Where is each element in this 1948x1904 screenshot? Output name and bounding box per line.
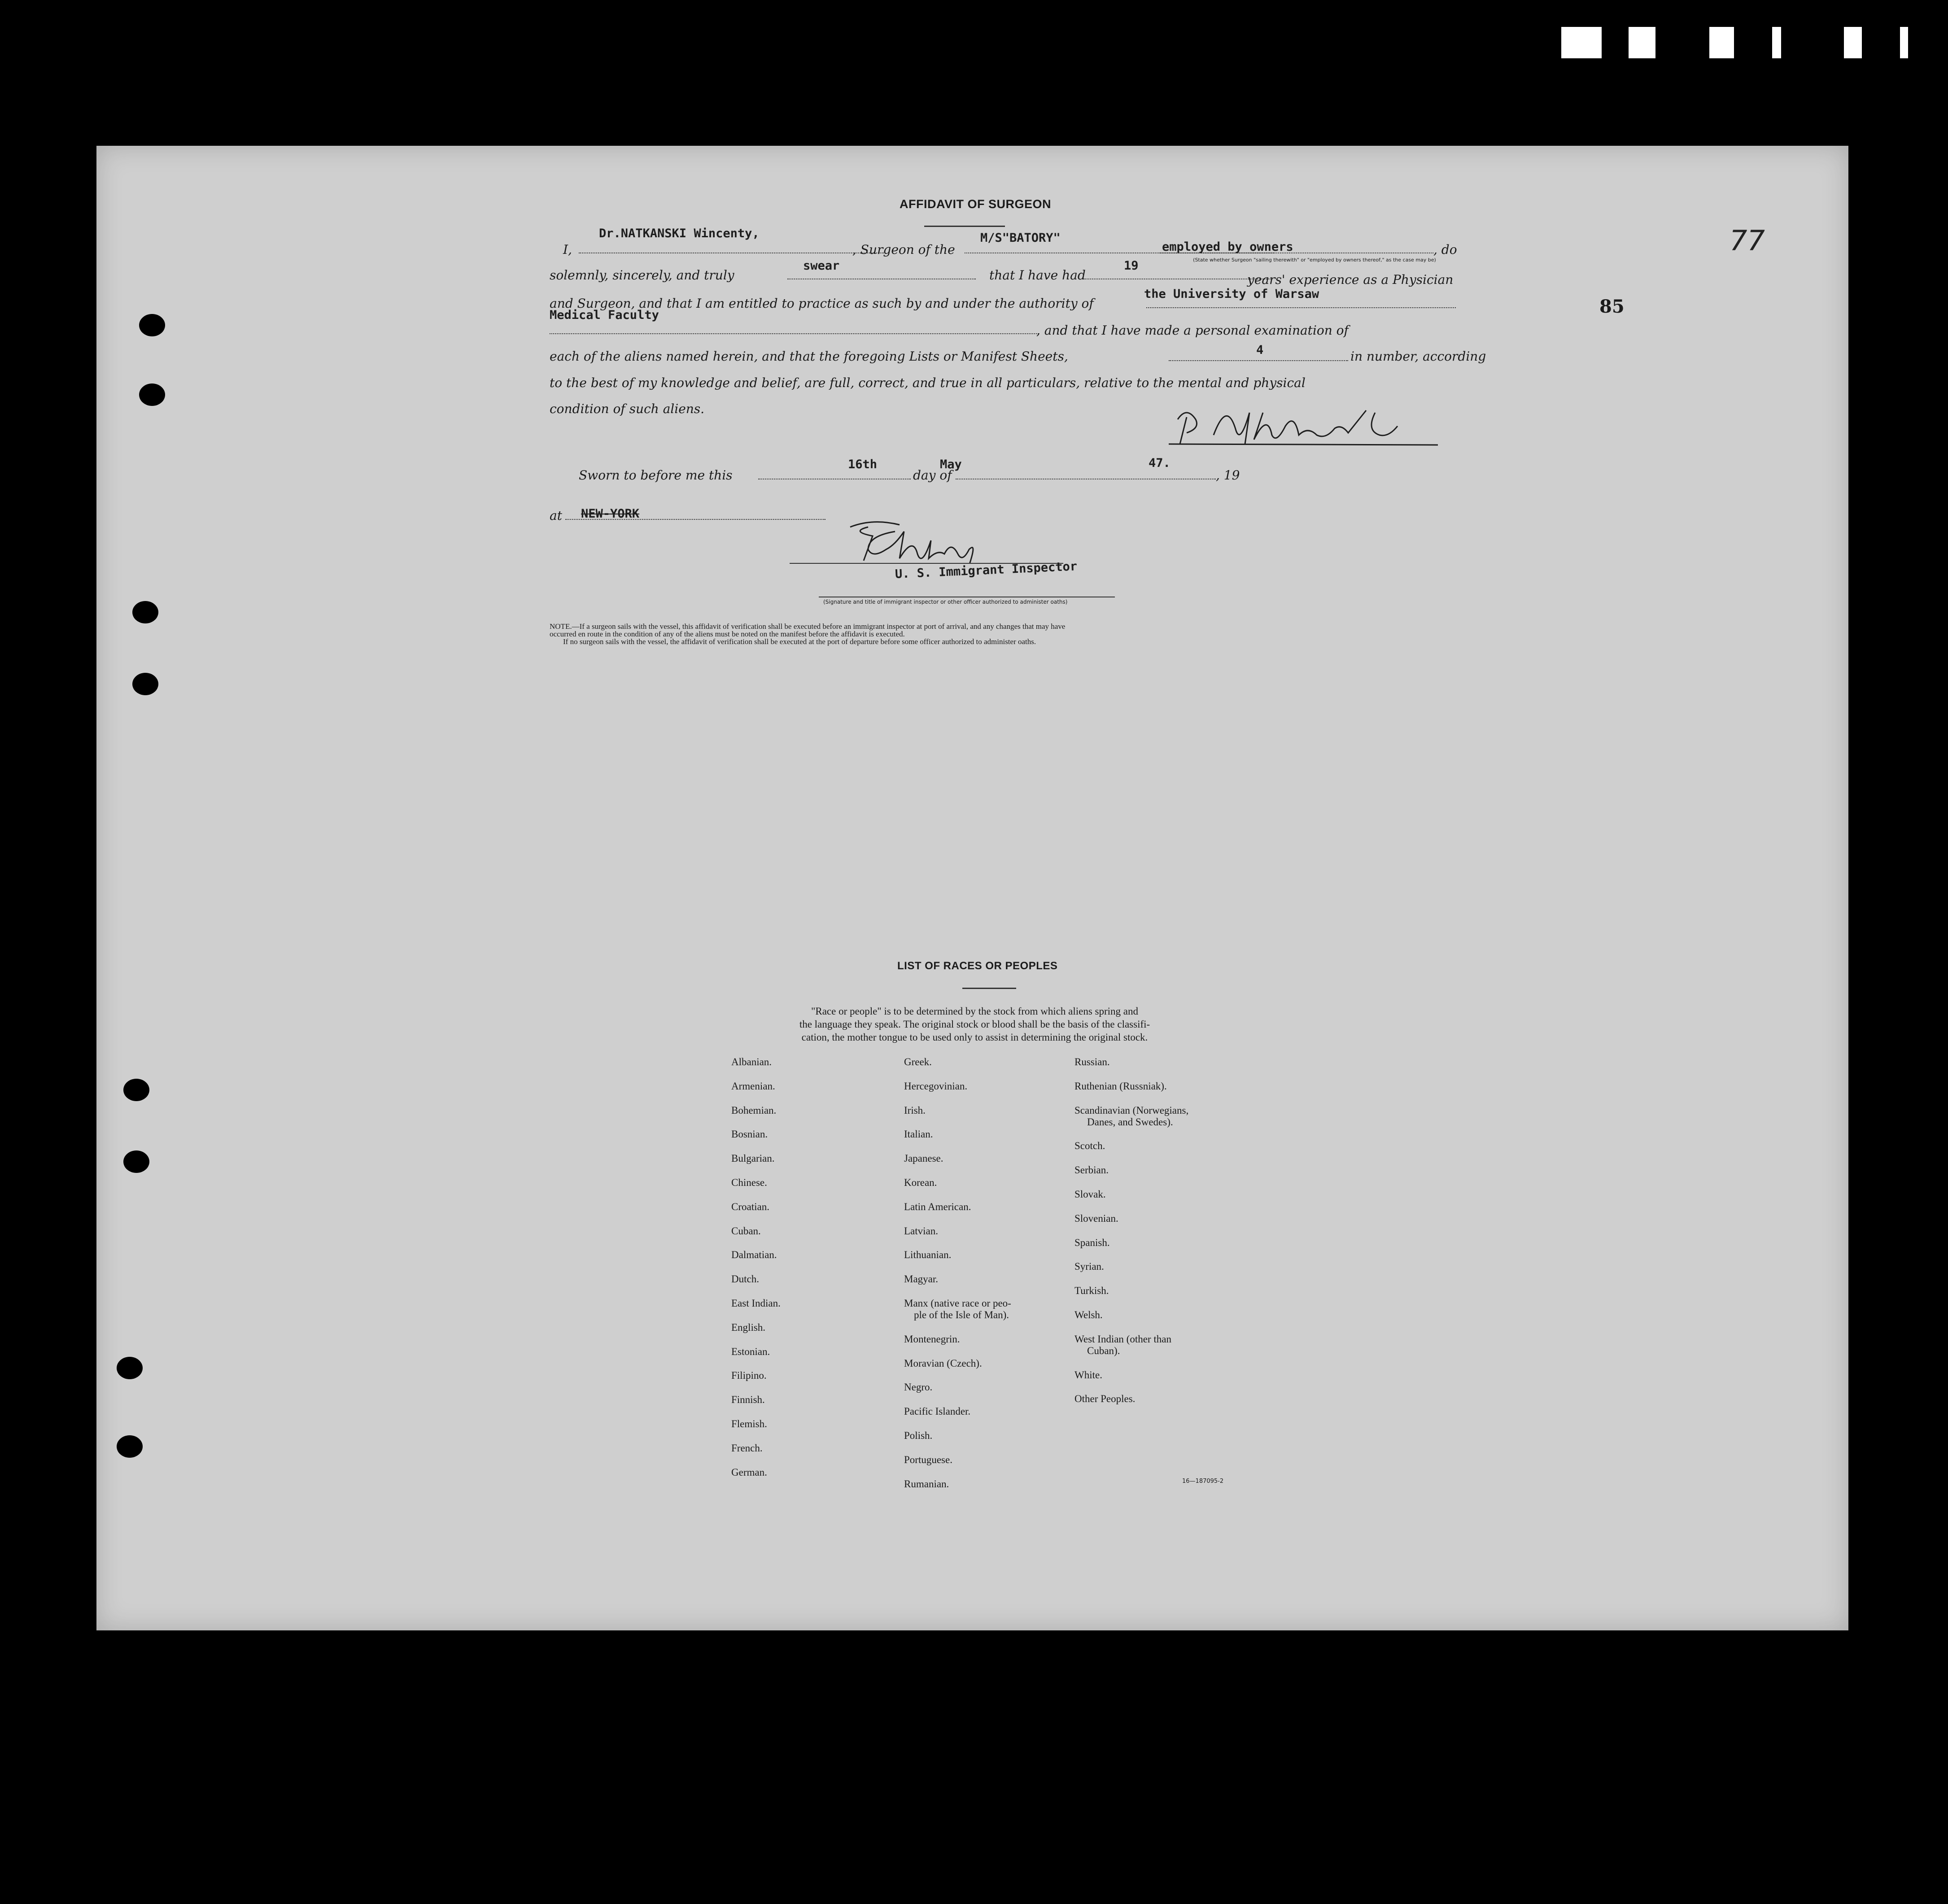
- surgeon-signature: [1160, 395, 1447, 449]
- race-item: Dalmatian.: [731, 1249, 777, 1261]
- intro-line3: cation, the mother tongue to be used only to assist in determining the original stock.: [801, 1032, 1148, 1043]
- race-item: Russian.: [1074, 1056, 1110, 1067]
- vessel-name: M/S"BATORY": [980, 231, 1061, 245]
- race-item: Lithuanian.: [904, 1249, 952, 1261]
- authority-line2: Medical Faculty: [550, 308, 659, 322]
- race-item: White.: [1074, 1369, 1102, 1381]
- punch-hole: [132, 601, 158, 623]
- oath-word: swear: [803, 259, 840, 273]
- text-that-i-have-had: that I have had: [989, 268, 1086, 283]
- sworn-day: 16th: [848, 457, 878, 471]
- intro-line2: the language they speak. The original stock or blood shall be the basis of the classifi-: [799, 1019, 1150, 1030]
- race-item: English.: [731, 1321, 766, 1333]
- text-personal-exam: , and that I have made a personal examination of: [1036, 323, 1349, 338]
- punch-hole: [139, 383, 165, 406]
- race-item: Irish.: [904, 1104, 926, 1116]
- inspector-title: U. S. Immigrant Inspector: [895, 559, 1078, 581]
- race-item: Albanian.: [731, 1056, 772, 1067]
- surgeon-name: Dr.NATKANSKI Wincenty,: [599, 227, 760, 240]
- employment-note: (State whether Surgeon "sailing therewith" or "employed by owners thereof," as the case may be): [1193, 257, 1436, 263]
- inspector-caption: (Signature and title of immigrant inspector or other officer authorized to administer oaths): [823, 599, 1068, 605]
- race-item: German.: [731, 1466, 767, 1478]
- race-item: Bosnian.: [731, 1128, 768, 1140]
- race-item: Serbian.: [1074, 1164, 1109, 1176]
- note-line3: If no surgeon sails with the vessel, the affidavit of verification shall be executed at the port of departure before some officer authorized to administer oaths.: [563, 637, 1036, 646]
- race-item: Polish.: [904, 1430, 933, 1441]
- race-item: Latin American.: [904, 1201, 971, 1212]
- text-years-experience: years' experience as a Physician: [1247, 272, 1454, 287]
- film-edge-marks: [1561, 18, 1920, 58]
- race-item: Negro.: [904, 1381, 933, 1393]
- text-solemnly: solemnly, sincerely, and truly: [550, 268, 734, 283]
- text-each-alien: each of the aliens named herein, and that the foregoing Lists or Manifest Sheets,: [550, 349, 1068, 364]
- text-and-surgeon: and Surgeon, and that I am entitled to practice as such by and under the authority of: [550, 296, 1094, 311]
- sworn-year: 47.: [1149, 456, 1171, 470]
- race-item: Estonian.: [731, 1346, 770, 1357]
- form-number: 16—187095-2: [1182, 1478, 1224, 1485]
- race-item: Japanese.: [904, 1153, 943, 1164]
- authority-line: [1146, 307, 1456, 308]
- title-rule: [924, 226, 1005, 227]
- race-item: Croatian.: [731, 1201, 769, 1212]
- text-best-knowledge: to the best of my knowledge and belief, are full, correct, and true in all particulars, relative to the mental and physical: [550, 375, 1306, 390]
- race-item: Cuban).: [1087, 1345, 1120, 1356]
- race-item: Portuguese.: [904, 1454, 952, 1465]
- punch-hole: [117, 1357, 143, 1379]
- race-item: Rumanian.: [904, 1478, 949, 1490]
- race-item: Greek.: [904, 1056, 932, 1067]
- race-item: Hercegovinian.: [904, 1080, 968, 1092]
- punch-hole: [123, 1150, 149, 1173]
- race-item: Manx (native race or peo-: [904, 1298, 1011, 1309]
- race-item: Bohemian.: [731, 1104, 777, 1116]
- race-item: Magyar.: [904, 1273, 939, 1285]
- race-item: Bulgarian.: [731, 1153, 775, 1164]
- race-item: Flemish.: [731, 1418, 767, 1429]
- punch-hole: [139, 314, 165, 336]
- text-condition: condition of such aliens.: [550, 401, 705, 416]
- race-item: Moravian (Czech).: [904, 1357, 982, 1369]
- race-item: Ruthenian (Russniak).: [1074, 1080, 1167, 1092]
- text-i: I,: [563, 242, 572, 257]
- text-do: , do: [1433, 242, 1457, 257]
- race-item: ple of the Isle of Man).: [914, 1309, 1009, 1320]
- races-intro: [731, 1005, 1218, 1044]
- race-item: Latvian.: [904, 1225, 938, 1237]
- race-item: Italian.: [904, 1128, 933, 1140]
- note-line2: occurred en route in the condition of any of the aliens must be noted on the manifest before the affidavit is executed.: [550, 630, 905, 638]
- sheet-number: 77: [1730, 224, 1765, 257]
- text-year-prefix: , 19: [1216, 468, 1240, 483]
- sworn-place: NEW-YORK: [581, 507, 640, 521]
- text-at: at: [550, 508, 562, 523]
- races-title-rule: [962, 988, 1016, 989]
- race-item: Other Peoples.: [1074, 1393, 1136, 1405]
- text-sworn: Sworn to before me this: [579, 468, 733, 483]
- page-number: 85: [1599, 296, 1625, 317]
- race-item: Scandinavian (Norwegians,: [1074, 1104, 1189, 1116]
- race-item: French.: [731, 1442, 763, 1454]
- punch-hole: [123, 1079, 149, 1101]
- race-item: Armenian.: [731, 1080, 775, 1092]
- race-item: Scotch.: [1074, 1140, 1105, 1152]
- race-item: East Indian.: [731, 1298, 781, 1309]
- intro-line1: "Race or people" is to be determined by the stock from which aliens spring and: [811, 1006, 1139, 1017]
- race-item: Syrian.: [1074, 1261, 1104, 1272]
- text-surgeon-of: , Surgeon of the: [852, 242, 955, 257]
- race-item: Finnish.: [731, 1394, 765, 1406]
- races-title: LIST OF RACES OR PEOPLES: [897, 960, 1058, 972]
- note-line1: NOTE.—If a surgeon sails with the vessel, this affidavit of verification shall be executed before an immigrant inspector at port of arrival, and any changes that may have: [550, 622, 1066, 631]
- years-value: 19: [1124, 259, 1139, 273]
- race-item: Slovenian.: [1074, 1212, 1118, 1224]
- authority-line-2: [550, 333, 1039, 334]
- race-item: Dutch.: [731, 1273, 759, 1285]
- race-item: Welsh.: [1074, 1309, 1103, 1320]
- sworn-month: May: [940, 457, 962, 471]
- race-item: Turkish.: [1074, 1285, 1109, 1297]
- race-item: Danes, and Swedes).: [1087, 1116, 1173, 1128]
- race-item: Korean.: [904, 1177, 937, 1188]
- race-item: Filipino.: [731, 1370, 767, 1381]
- authority-line1: the University of Warsaw: [1144, 287, 1319, 301]
- employment-status: employed by owners: [1162, 240, 1293, 254]
- sheet-count: 4: [1256, 343, 1264, 357]
- punch-hole: [117, 1435, 143, 1458]
- manifest-page: [96, 146, 1848, 1630]
- race-item: Slovak.: [1074, 1189, 1106, 1200]
- inspector-signature: [841, 514, 1030, 563]
- sheets-line: [1169, 360, 1348, 361]
- text-day-of: day of: [913, 468, 952, 483]
- race-item: Cuban.: [731, 1225, 761, 1237]
- affidavit-title: AFFIDAVIT OF SURGEON: [900, 197, 1051, 211]
- punch-hole: [132, 673, 158, 695]
- race-item: Pacific Islander.: [904, 1406, 971, 1417]
- race-item: Montenegrin.: [904, 1333, 960, 1345]
- race-item: Chinese.: [731, 1177, 767, 1188]
- race-item: Spanish.: [1074, 1237, 1110, 1248]
- text-in-number: in number, according: [1350, 349, 1486, 364]
- race-item: West Indian (other than: [1074, 1333, 1171, 1345]
